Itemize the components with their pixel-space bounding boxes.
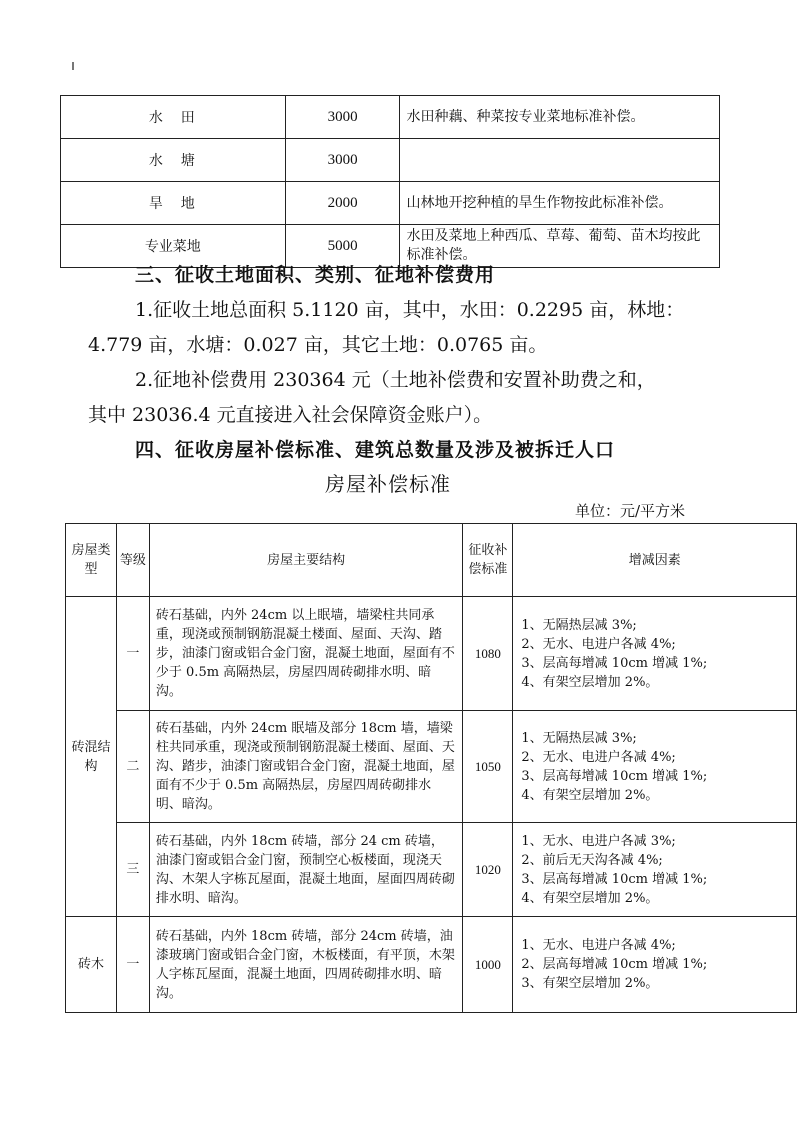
land-type-cell: 水 塘 [61,139,286,182]
table-title: 房屋补偿标准 [325,472,451,496]
factor-item: 2、层高每增减 10cm 增减 1%; [521,957,708,972]
land-price-cell: 3000 [285,96,400,139]
land-type-cell: 水 田 [61,96,286,139]
factor-item: 2、无水、电进户各减 4%; [521,636,676,652]
structure-cell: 砖石基础，内外 18cm 砖墙，部分 24cm 砖墙，油漆玻璃门窗或铝合金门窗，木板楼面，有平顶，木架人字栋瓦屋面，混凝土地面，四周砖砌排水明、暗沟。 [149,917,463,1013]
price-cell: 1080 [463,597,513,711]
section-3-heading: 三、征收土地面积、类别、征地补偿费用 [135,264,496,286]
house-type-cell: 砖混结构 [66,597,117,917]
land-type-cell: 专业菜地 [61,225,286,268]
table-header-row [66,524,797,597]
header-house-type: 房屋类型 [66,524,117,597]
factors-cell [513,823,797,917]
land-price-cell: 2000 [285,182,400,225]
section-4-heading: 四、征收房屋补偿标准、建筑总数量及涉及被拆迁人口 [135,439,616,461]
factor-item: 3、有架空层增加 2%。 [521,976,659,991]
land-note-cell: 水田种藕、种菜按专业菜地标准补偿。 [400,96,720,139]
price-cell: 1020 [463,823,513,917]
house-type-cell: 砖木 [66,917,117,1013]
factor-item: 3、层高每增减 10cm 增减 1%; [521,768,708,784]
factor-item: 1、无隔热层减 3%; [521,730,637,746]
factor-item: 4、有架空层增加 2%。 [521,787,659,803]
table-row [66,823,797,917]
table-row [61,139,720,182]
table-row [66,711,797,823]
table-row [66,597,797,711]
grade-cell: 二 [116,711,149,823]
section-3-paragraph-1-line-2: 4.779 亩，水塘：0.027 亩，其它土地：0.0765 亩。 [88,334,548,356]
land-note-cell: 山林地开挖种植的旱生作物按此标准补偿。 [400,182,720,225]
factor-item: 2、无水、电进户各减 4%; [521,749,676,765]
factor-item: 2、前后无天沟各减 4%; [521,852,663,868]
table-row [61,182,720,225]
factors-cell [513,917,797,1013]
land-note-cell: 水田及菜地上种西瓜、草莓、葡萄、苗木均按此标准补偿。 [400,225,720,268]
header-price: 征收补偿标准 [463,524,513,597]
table-row [61,96,720,139]
factors-cell [513,711,797,823]
header-structure: 房屋主要结构 [149,524,463,597]
factor-item: 1、无隔热层减 3%; [521,617,637,633]
structure-cell: 砖石基础，内外 18cm 砖墙，部分 24 cm 砖墙，油漆门窗或铝合金门窗，预制空心板楼面，现浇天沟、木架人字栋瓦屋面，混凝土地面，屋面四周砖砌排水明、暗沟。 [149,823,463,917]
factor-item: 1、无水、电进户各减 3%; [521,833,676,849]
header-factors: 增减因素 [513,524,797,597]
unit-label: 单位：元/平方米 [575,502,686,520]
scan-mark [72,62,74,70]
land-compensation-table [60,95,720,268]
factor-item: 3、层高每增减 10cm 增减 1%; [521,655,708,671]
header-grade: 等级 [116,524,149,597]
land-type-cell: 旱 地 [61,182,286,225]
structure-cell: 砖石基础，内外 24cm 以上眠墙，墙梁柱共同承重，现浇或预制钢筋混凝土楼面、屋面、天沟、踏步，油漆门窗或铝合金门窗，混凝土地面，屋面有不少于 0.5m 高隔热层，房屋四周砖砌排水明、暗沟。 [149,597,463,711]
factor-item: 4、有架空层增加 2%。 [521,674,659,690]
land-note-cell [400,139,720,182]
factor-item: 1、无水、电进户各减 4%; [521,938,676,953]
grade-cell: 三 [116,823,149,917]
section-3-paragraph-1-line-1: 1.征收土地总面积 5.1120 亩，其中，水田：0.2295 亩，林地： [135,299,685,321]
grade-cell: 一 [116,597,149,711]
factor-item: 4、有架空层增加 2%。 [521,890,659,906]
price-cell: 1050 [463,711,513,823]
table-row [66,917,797,1013]
price-cell: 1000 [463,917,513,1013]
grade-cell: 一 [116,917,149,1013]
land-price-cell: 5000 [285,225,400,268]
factor-item: 3、层高每增减 10cm 增减 1%; [521,871,708,887]
structure-cell: 砖石基础，内外 24cm 眠墙及部分 18cm 墙，墙梁柱共同承重，现浇或预制钢筋混凝土楼面、屋面、天沟、踏步，油漆门窗或铝合金门窗，混凝土地面，屋面有不少于 0.5m 高隔热层，房屋四周砖砌排水明、暗沟。 [149,711,463,823]
house-compensation-table [65,523,797,1013]
section-3-paragraph-2-line-1: 2.征地补偿费用 230364 元（土地补偿费和安置补助费之和， [135,369,656,391]
section-3-paragraph-2-line-2: 其中 23036.4 元直接进入社会保障资金账户）。 [88,404,493,426]
land-price-cell: 3000 [285,139,400,182]
factors-cell [513,597,797,711]
